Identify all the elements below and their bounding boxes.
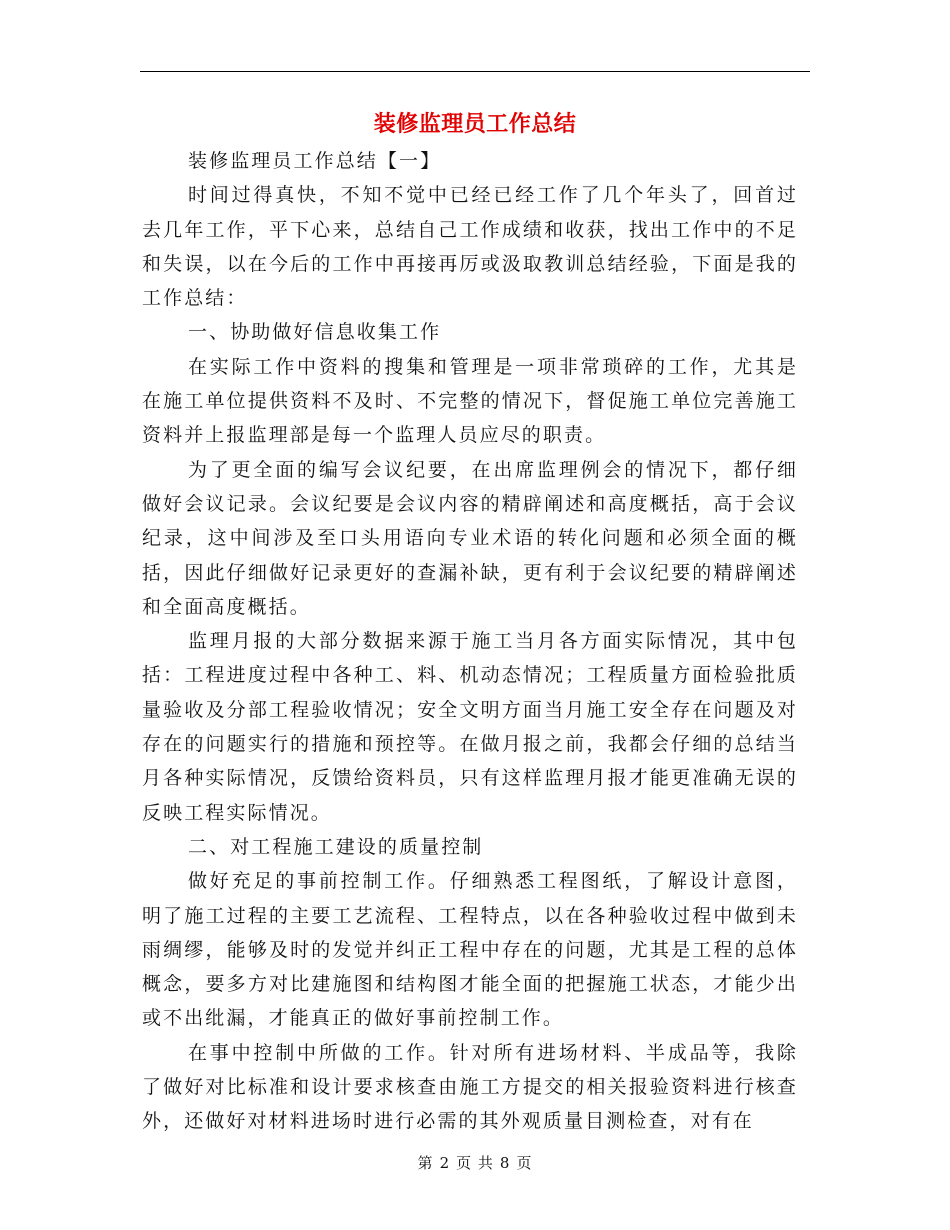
section-heading-1: 装修监理员工作总结【一】	[188, 150, 442, 172]
subsection-heading-1: 一、协助做好信息收集工作	[188, 321, 442, 344]
document-title: 装修监理员工作总结	[373, 111, 577, 137]
document-body	[142, 144, 798, 1139]
subsection-heading-2: 二、对工程施工建设的质量控制	[188, 835, 484, 858]
body-paragraph: 在实际工作中资料的搜集和管理是一项非常琐碎的工作，尤其是在施工单位提供资料不及时、不完整的情况下，督促施工单位完善施工资料并上报监理部是每一个监理人员应尽的职责。	[142, 355, 798, 447]
page-middle: 页 共	[456, 1154, 494, 1172]
body-paragraph: 时间过得真快，不知不觉中已经已经工作了几个年头了，回首过去几年工作，平下心来，总结自己工作成绩和收获，找出工作中的不足和失误，以在今后的工作中再接再厉或汲取教训总结经验，下面是我的工作总结：	[142, 184, 798, 310]
body-paragraph: 做好充足的事前控制工作。仔细熟悉工程图纸，了解设计意图，明了施工过程的主要工艺流程、工程特点，以在各种验收过程中做到未雨绸缪，能够及时的发觉并纠正工程中存在的问题，尤其是工程的总体概念，要多方对比建施图和结构图才能全面的把握施工状态，才能少出或不出纰漏，才能真正的做好事前控制工作。	[142, 870, 798, 1030]
page-total: 8	[499, 1154, 511, 1172]
body-paragraph: 为了更全面的编写会议纪要，在出席监理例会的情况下，都仔细做好会议记录。会议纪要是会议内容的精辟阐述和高度概括，高于会议纪录，这中间涉及至口头用语向专业术语的转化问题和必须全面的概括，因此仔细做好记录更好的查漏补缺，更有利于会议纪要的精辟阐述和全面高度概括。	[142, 458, 798, 618]
page-prefix: 第	[417, 1154, 434, 1172]
body-paragraph: 监理月报的大部分数据来源于施工当月各方面实际情况，其中包括：工程进度过程中各种工、料、机动态情况；工程质量方面检验批质量验收及分部工程验收情况；安全文明方面当月施工安全存在问题及对存在的问题实行的措施和预控等。在做月报之前，我都会仔细的总结当月各种实际情况，反馈给资料员，只有这样监理月报才能更准确无误的反映工程实际情况。	[142, 630, 798, 824]
header-rule	[140, 71, 810, 72]
page-footer	[0, 1152, 950, 1174]
page-suffix: 页	[516, 1154, 533, 1172]
body-paragraph: 在事中控制中所做的工作。针对所有进场材料、半成品等，我除了做好对比标准和设计要求核查由施工方提交的相关报验资料进行核查外，还做好对材料进场时进行必需的其外观质量目测检查，对有在	[142, 1041, 798, 1133]
page-current: 2	[439, 1154, 451, 1172]
